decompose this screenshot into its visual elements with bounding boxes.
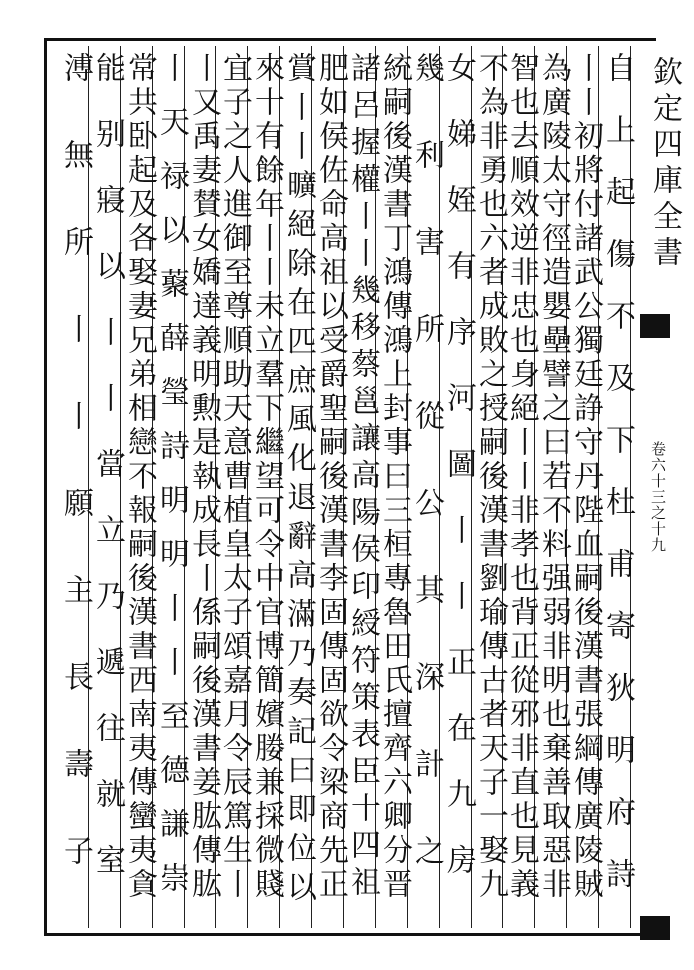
text-column: 丨又禹妻賛女嬌達義明勲是執成長丨係嗣後漢書姜肱傳肱 xyxy=(186,52,221,902)
text-column: 為廣陵太守徑造嬰壘譬之曰若不料强弱非明也棄善取惡非 xyxy=(536,52,571,902)
text-column: 不為非勇也六者成敗之授嗣後漢書劉瑜傳古者天子一娶九 xyxy=(473,52,508,902)
text-column: 統嗣後漢書丁鴻傳鴻上封事曰三桓專魯田氏擅齊六卿分晋 xyxy=(377,52,412,902)
text-column: 肥如侯佐命高祖以受爵聖嗣後漢書李固傳固欲令梁商先正 xyxy=(313,52,348,902)
text-column: 常共卧起及各娶妻兄弟相戀不報嗣後漢書西南夷傳蠻夷貪 xyxy=(122,52,157,902)
text-column: 能别寢以丨丨當立乃遞往就室 xyxy=(90,52,125,910)
text-column: 丨丨初將付諸武公獨廷諍守丹陛血嗣後漢書張綱傳廣陵賊 xyxy=(568,52,603,902)
book-title: 欽定四庫全書 xyxy=(647,56,682,272)
text-column: 溥無所丨丨願主長壽子 xyxy=(58,52,93,922)
text-column: 丨天禄以藂薛瑩詩明明丨丨至德謙崇 xyxy=(154,52,189,916)
text-column: 智也去順效逆非忠也身絕丨丨非孝也背正從邪非直也見義 xyxy=(504,52,539,902)
text-column: 自上起傷不及下杜甫寄狄明府詩 xyxy=(600,52,635,920)
text-column: 幾利害所從公其深計之 xyxy=(409,52,444,922)
text-column: 賞丨丨曠絕除在匹庶風化退辭高滿乃奏記曰即位以 xyxy=(281,52,316,910)
text-column: 諸呂握權丨丨幾移蔡邕讓高陽侯印綬符策表臣十四祖 xyxy=(345,52,380,903)
fish-tail-mark-bottom xyxy=(640,916,670,940)
text-column: 女娣姪有序河圖丨丨正在九房 xyxy=(441,52,476,910)
text-column: 宜子之人進御至尊順助天意曹植皇太子頌嘉月令辰篤生丨 xyxy=(217,52,252,902)
volume-folio: 卷六十三之十九 xyxy=(649,441,667,553)
fish-tail-mark xyxy=(640,314,670,338)
margin-strip xyxy=(640,46,680,936)
text-column: 來十有餘年丨丨未立羣下繼望可令中官博簡嬪媵兼採微賤 xyxy=(249,52,284,902)
